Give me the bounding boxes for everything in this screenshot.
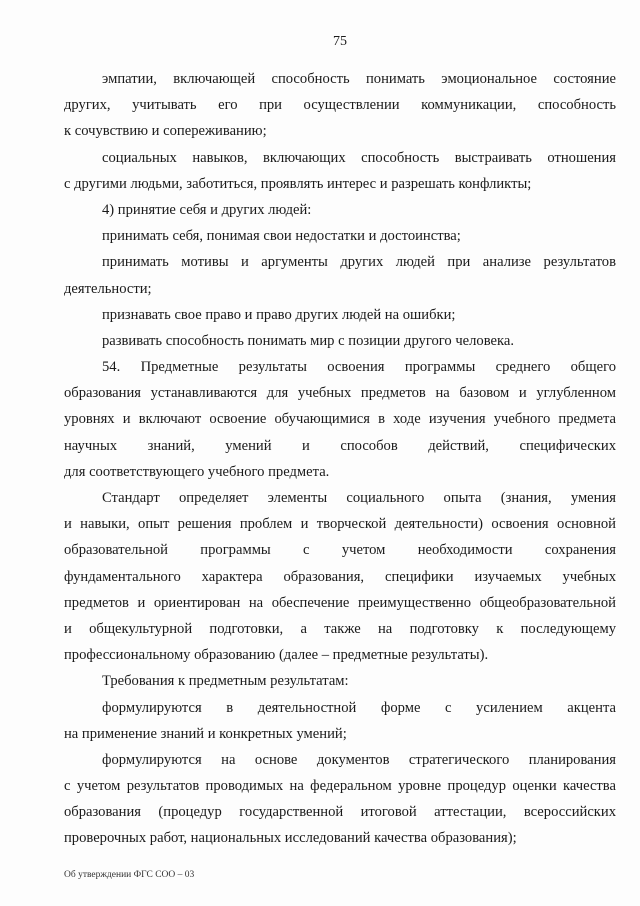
text-line: с другими людьми, заботиться, проявлять интерес и разрешать конфликты; <box>64 175 532 192</box>
text-line: 54. Предметные результаты освоения программы среднего общего <box>102 359 616 376</box>
text-line: образования (процедур государственной итоговой аттестации, всероссийских <box>64 804 616 821</box>
text-line: Требования к предметным результатам: <box>102 673 349 690</box>
text-line: образования устанавливаются для учебных предметов на базовом и углубленном <box>64 385 616 402</box>
text-line: принимать мотивы и аргументы других людей при анализе результатов <box>102 254 616 271</box>
text-line: уровнях и включают освоение обучающимися в ходе изучения учебного предмета <box>64 411 616 428</box>
text-line: предметов и ориентирован на обеспечение преимущественно общеобразовательной <box>64 594 616 611</box>
text-line: к сочувствию и сопереживанию; <box>64 123 267 140</box>
text-line: образовательной программы с учетом необходимости сохранения <box>64 542 616 559</box>
text-line: научных знаний, умений и способов действий, специфических <box>64 437 616 454</box>
text-line: формулируются на основе документов стратегического планирования <box>102 751 616 768</box>
text-line: для соответствующего учебного предмета. <box>64 463 330 480</box>
text-line: на применение знаний и конкретных умений; <box>64 725 347 742</box>
text-line: социальных навыков, включающих способность выстраивать отношения <box>102 149 616 166</box>
text-line: профессиональному образованию (далее – предметные результаты). <box>64 647 489 664</box>
text-line: Стандарт определяет элементы социального опыта (знания, умения <box>102 490 616 506</box>
text-line: проверочных работ, национальных исследований качества образования); <box>64 830 517 847</box>
document-body <box>64 66 616 852</box>
text-line: развивать способность понимать мир с позиции другого человека. <box>102 332 515 349</box>
text-line: и общекультурной подготовки, а также на подготовку к последующему <box>64 620 616 637</box>
text-line: формулируются в деятельностной форме с усилением акцента <box>102 699 616 716</box>
text-line: фундаментального характера образования, специфики изучаемых учебных <box>64 568 616 585</box>
text-line: 4) принятие себя и других людей: <box>102 201 312 218</box>
page-footer: Об утверждении ФГС СОО – 03 <box>64 870 195 880</box>
text-line: других, учитывать его при осуществлении коммуникации, способность <box>64 97 616 114</box>
text-line: и навыки, опыт решения проблем и творческой деятельности) освоения основной <box>64 516 616 533</box>
text-line: признавать свое право и право других людей на ошибки; <box>102 306 456 323</box>
text-line: эмпатии, включающей способность понимать эмоциональное состояние <box>102 71 616 87</box>
text-line: принимать себя, понимая свои недостатки и достоинства; <box>102 228 461 245</box>
text-line: с учетом результатов проводимых на федеральном уровне процедур оценки качества <box>64 778 616 795</box>
page-number: 75 <box>333 34 347 49</box>
text-line: деятельности; <box>64 280 152 297</box>
